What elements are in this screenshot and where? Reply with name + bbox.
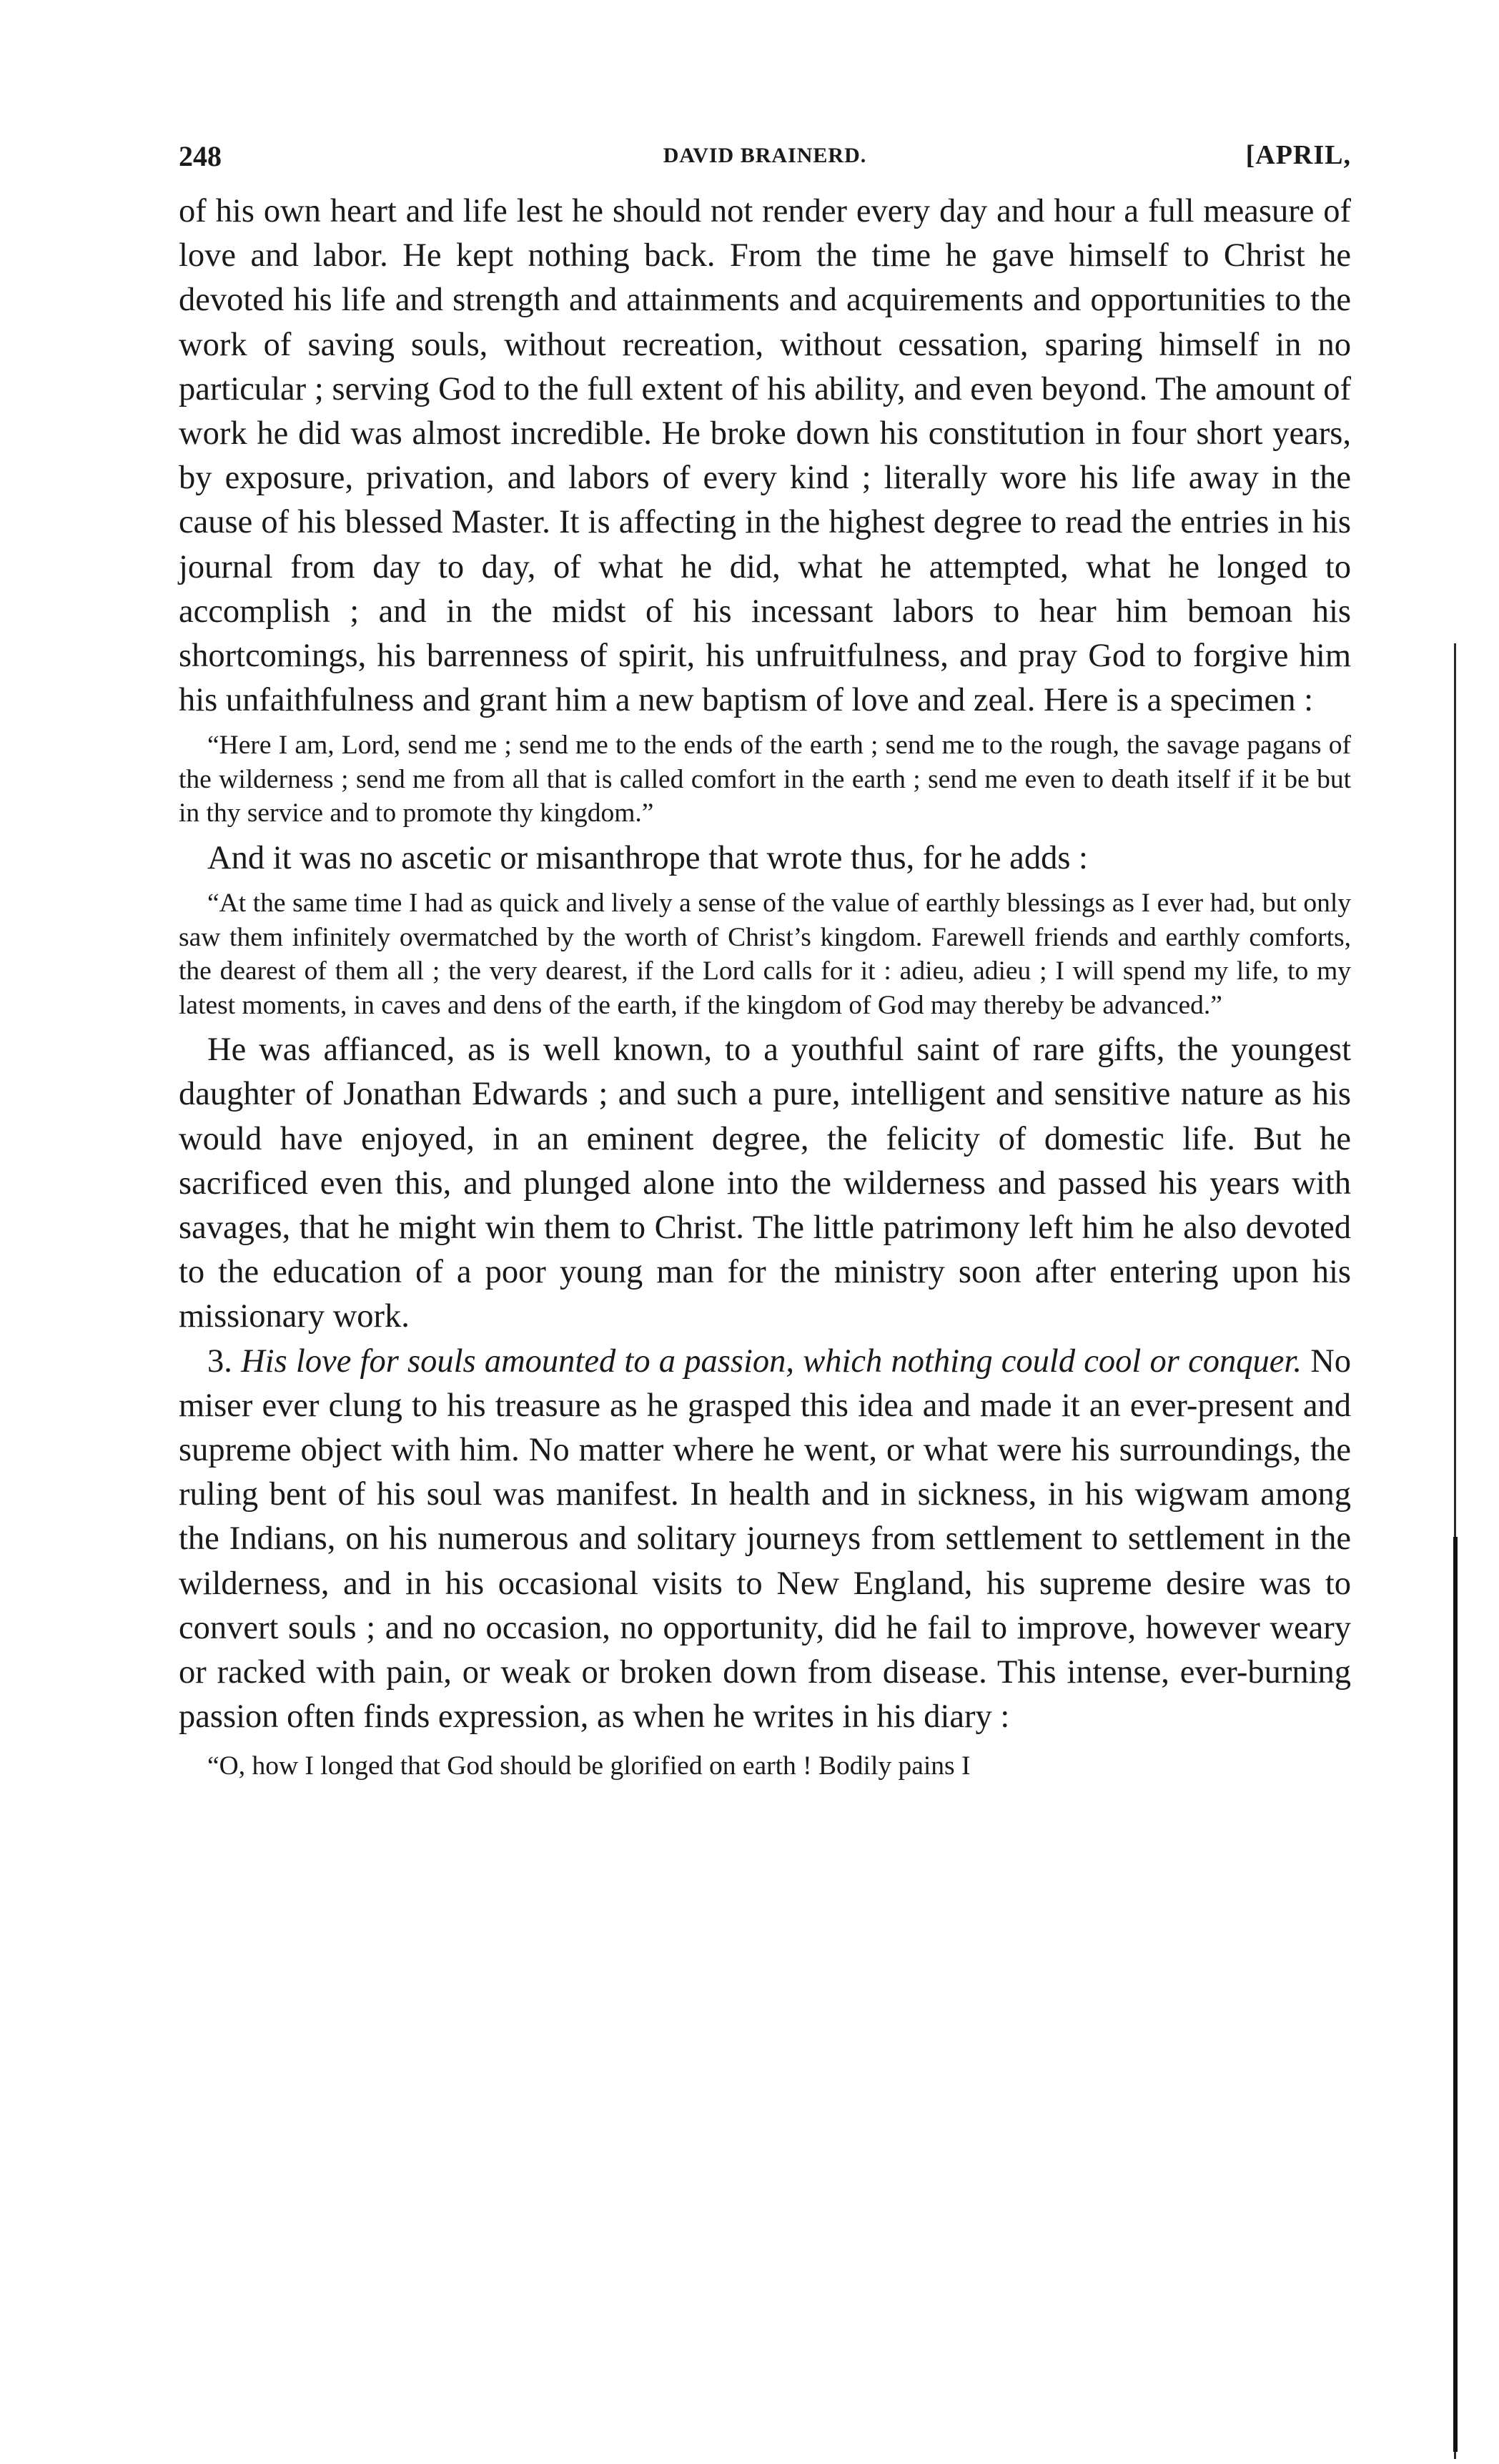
section-number: 3. [207,1342,232,1380]
page-number: 248 [179,140,222,172]
quote-longed-god-glorified: “O, how I longed that God should be glorified on earth ! Bodily pains I [207,1751,971,1781]
paragraph-love-for-souls [179,1340,1351,1740]
quote-here-i-am: “Here I am, Lord, send me ; send me to the ends of the earth ; send me to the rough, the savage pagans of the wilderness ; send me from all that is called comfort in the earth ; send me even to death itself if it be but in thy service and to promote thy kingdom.” [179,731,1351,828]
running-head [179,139,1351,189]
section-heading-italic: His love for souls amounted to a passion, which nothing could cool or conquer. [241,1342,1302,1380]
paragraph-ascetic: And it was no ascetic or misanthrope that wrote thus, for he adds : [207,839,1088,876]
paragraph-continuation: of his own heart and life lest he should not render every day and hour a full measure of love and labor. He kept nothing back. From the time he gave himself to Christ he devoted his life and strength and attainments and acquirements and opportunities to the work of saving souls, without recreation, without cessation, sparing himself in no particular ; serving God to the full extent of his ability, and even beyond. The amount of work he did was almost incredible. He broke down his constitution in four short years, by exposure, privation, and labors of every kind ; literally wore his life away in the cause of his blessed Master. It is affecting in the highest degree to read the entries in his journal from day to day, of what he did, what he attempted, what he longed to accomplish ; and in the midst of his incessant labors to hear him bemoan his shortcomings, his barrenness of spirit, his unfruitfulness, and pray God to forgive him his unfaithfulness and grant him a new baptism of love and zeal. Here is a specimen : [179,193,1351,719]
running-month: [APRIL, [1245,140,1351,170]
section-body: No miser ever clung to his treasure as he grasped this idea and made it an ever-present and supreme object with him. No matter where he went, or what were his surroundings, the ruling bent of his soul was manifest. In health and in sickness, in his wigwam among the Indians, on his numerous and solitary journeys from settlement to settlement in the wilderness, and in his occasional visits to New England, his supreme desire was to convert souls ; and no occasion, no opportunity, did he fail to improve, however weary or racked with pain, or weak or broken down from disease. This intense, ever-burning passion often finds expression, as when he writes in his diary : [179,1342,1352,1736]
paragraph-affianced: He was affianced, as is well known, to a youthful saint of rare gifts, the youngest daughter of Jonathan Edwards ; and such a pure, intelligent and sensitive nature as his would have enjoyed, in an eminent degree, the felicity of domestic life. But he sacrificed even this, and plunged alone into the wilderness and passed his years with savages, that he might win them to Christ. The little patrimony left him he also devoted to the education of a poor young man for the ministry soon after entering upon his missionary work. [179,1031,1351,1335]
page-content [179,139,1351,1789]
scan-edge-shadow [1453,1537,1458,2452]
running-title: DAVID BRAINERD. [663,144,867,167]
quote-earthly-blessings: “At the same time I had as quick and lively a sense of the value of earthly blessings as I ever had, but only saw them infinitely overmatched by the worth of Christ’s kingdom. Farewell friends and earthly comforts, the dearest of them all ; the very dearest, if the Lord calls for it : adieu, adieu ; I will spend my life, to my latest moments, in caves and dens of the earth, if the kingdom of God may thereby be advanced.” [179,889,1351,1020]
